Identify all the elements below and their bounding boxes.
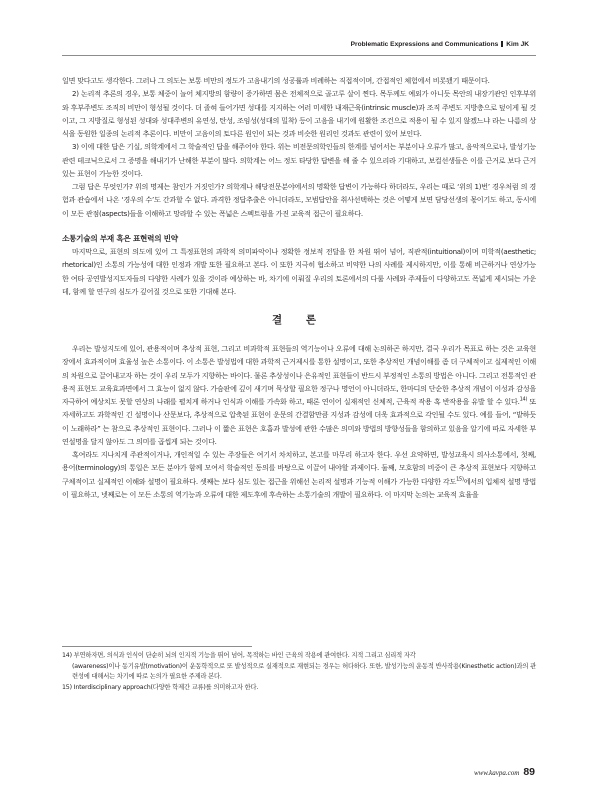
- header-rule: [62, 55, 536, 56]
- footnote-ref-15: 15): [456, 476, 464, 483]
- footnote-14-continued: (awareness)이나 동기유발(motivation)이 운동학적으로 또 발성적으로 실재적으로 재현되는 경우는 허다하다. 또한, 발성기능의 운동적 반사작용(Kinesthetic action)과의 관련성에 대해서는 차기에 따로 논의가 필요한 주제라 본다.: [72, 662, 536, 681]
- paragraph-conclusion-1: [62, 342, 536, 448]
- footnote-rule: [62, 646, 252, 647]
- paragraph-conclusion-1-text: 우리는 발성지도에 있어, 관용적이며 추상적 표현, 그리고 비과학적 표현들의 역기능이나 오류에 대해 논의하곤 하지만, 결국 우리가 목표로 하는 것은 교육현장에서 효과적이며 효율성 높은 소통이다. 이 소통은 발성법에 대한 과학적 근거제시를 통한 설명이고, 또한 추상적인 개념이해를 좀 더 구체적이고 실제적인 이해의 차원으로 끌어내고자 하는 것이 우리 모두가 지향하는 바이다. 물론 추상성이나 은유적인 표현들이 반드시 부정적인 소통의 방법은 아니다. 그리고 전통적인 관용적 표현도 교육효과면에서 그 효능이 없지 않다. 가슴판에 깊이 새기며 묵상할 필요한 정구나 명언이 아니더라도, 한마디의 단순한 추상적 개념이 이성과 감성을 자극하여 예상치도 못할 연상의 나래를 펼치게 하거나 인식과 이해를 가속화 하고, 때론 연이어 실재적인 신체적, 근육적 작용 혹 반작용을 유발 할 수 있다.: [62, 344, 536, 406]
- conclusion-title: 결 론: [272, 314, 326, 326]
- main-text: [62, 74, 536, 501]
- footnote-15: 15) Interdisciplinary approach(다양한 학제간 교류)를 의미하고자 한다.: [62, 683, 259, 691]
- footer-url: www.kavpa.com: [473, 769, 520, 777]
- section-heading: 소통기술의 부재 혹은 표현력의 빈약: [62, 233, 178, 243]
- footnote-ref-14: 14): [519, 396, 528, 403]
- paragraph-point-2: 2) 논리적 추론의 경우, 보통 체중이 늘어 체지방의 함량이 증가하면 몸은 전체적으로 골고루 살이 찐다. 목두께도 예외가 아니듯 목안의 내장기관인 인후부위와 후부주변도 조직의 비만이 형성될 것이다. 더 졸혀 들어가면 성대를 지지하는 여러 미세한 내재근육(intrinsic muscle)과 조직 주변도 지방층으로 덮이게 될 것이고, 그 지방질로 형성된 성대와 성대주변의 유연성, 탄성, 조임성(성대의 밀착) 등이 고음을 내기에 원활한 조건으로 적용이 될 수 있지 않겠느냐 라는 나름의 상식을 동원한 일종의 논리적 추론이다. 비만이 고음이의 토다른 원인이 되는 것과 비슷한 원리인 것과도 관련이 있어 보인다.: [62, 89, 536, 138]
- paragraph-conclusion-2: [62, 448, 536, 501]
- footnote-14: 14) 부연하자면, 의식과 인식이 단순히 뇌의 인지적 기능을 뛰어 넘어, 목적하는 바인 근육의 작용에 관여한다. 지적 그리고 심리적 자각: [62, 652, 416, 659]
- header-separator: [501, 41, 503, 47]
- journal-title: Problematic Expressions and Communications: [350, 41, 499, 48]
- page-footer: [474, 760, 535, 779]
- page-number: 89: [523, 766, 535, 778]
- running-header: [351, 41, 529, 48]
- footnotes: [62, 651, 536, 693]
- paragraph-section: 마지막으로, 표현의 의도에 있어 그 특정표현의 과학적 의미파악이나 정확한 정보적 전달을 한 차원 뛰어 넘어, 직관적(intuitional)이며 미학적(aesthetic; rhetorical)인 소통의 가능성에 대한 인정과 개발 또한 필요하고 본다. 이 또한 지극히 협소하고 비약한 나의 사례를 제시하지만, 이를 통해 비근하거나 연상가능한 여타 공연발성지도자들의 다양한 사례가 있을 것이라 예상하는 바, 차기에 이뤄질 우리의 토론에서의 다룰 사례와 주제들이 다양하고도 폭넓게 제시되는 가운데, 함께 할 연구의 심도가 깊어질 것으로 또한 기대해 본다.: [62, 247, 536, 296]
- paragraph-point-3: 3) 이에 대한 답은 기실, 의학계에서 그 학술적인 답을 해주어야 한다. 위는 비전문의학인들의 한계를 넘어서는 부분이나 오류가 많고, 음악적으로나, 발성기능관련 테크닉으로서 그 증명을 해내기가 난해한 부분이 많다. 의학계는 어느 정도 타당한 답변을 해 줄 수 있으리라 기대하고, 보컬선생들은 이를 근거로 보다 근거 있는 표현이 가능한 것이다.: [62, 142, 536, 178]
- paragraph-continuation: 일면 맞다고도 생각한다. 그러나 그 의도는 보통 비만의 정도가 고음내기의 성공률과 비례하는 직접적이며, 간접적인 체험에서 비롯됐기 때문이다.: [62, 76, 490, 85]
- author-name: Kim JK: [506, 41, 529, 48]
- paragraph-answer: 그럼 답은 무엇인가? 위의 명제는 참인가 거짓인가? 의학계나 해당전문분야에서의 명확한 답변이 가능하다 하더라도, 우리는 때로 ‘위의 1)번’ 경우처럼 의 경험과 관습에서 나온 ‘경우의 수’도 간과할 수 없다. 과격한 정답추출은 아니더라도, 모범답안을 취사선택하는 것은 어떻게 보면 담당선생의 몫이기도 하고, 동시에 이 모든 관점(aspects)들을 이해하고 망라할 수 있는 폭넓은 스펙트럼을 가진 교육적 접근이 필요하다.: [62, 182, 536, 218]
- paragraph-conclusion-1-tail: 또 자세하고도 과학적인 긴 설명이나 산문보다, 추상적으로 압축된 표현이 운문의 간결함만큼 지성과 감성에 더욱 효과적으로 각인될 수도 있다. 예를 들어, “밭하듯이 노래하라” 는 참으로 추상적인 표현이다. 그러나 이 짧은 표현은 호흡과 발성에 관한 수많은 의미와 방법의 방향성들을 함의하고 있음을 알기에 따로 자세한 부연설명을 달지 않아도 그 의미를 곱씹게 되는 것이다.: [62, 397, 537, 446]
- paragraph-conclusion-2-tail: 에서의 입체적 설명 방법이 필요하고, 넷째로는 이 모든 소통의 역기능과 오류에 대한 제도후에 후속하는 소통기술의 개발이 필요하다. 이 마지막 논의는 교육적 효율을: [62, 476, 537, 499]
- paragraph-conclusion-2-text: 혹여라도 지나치게 주관적이거나, 개인적일 수 있는 주장들은 여기서 차치하고, 본고를 마무리 하고자 한다. 우선 요약하면, 발성교육시 의사소통에서, 첫째, 용어(terminology)의 통일은 모든 분야가 함께 모여서 학술적인 동의를 바탕으로 이끌어 내야할 과제이다. 둘째, 모호함의 비중이 큰 추상적 표현보다 지향하고 구체적이고 실제적인 이해와 설명이 필요하다. 셋째는 보다 심도 있는 접근을 위해선 논리적 설명과 기능적 이해가 가능한 다양한 각도: [62, 450, 536, 486]
